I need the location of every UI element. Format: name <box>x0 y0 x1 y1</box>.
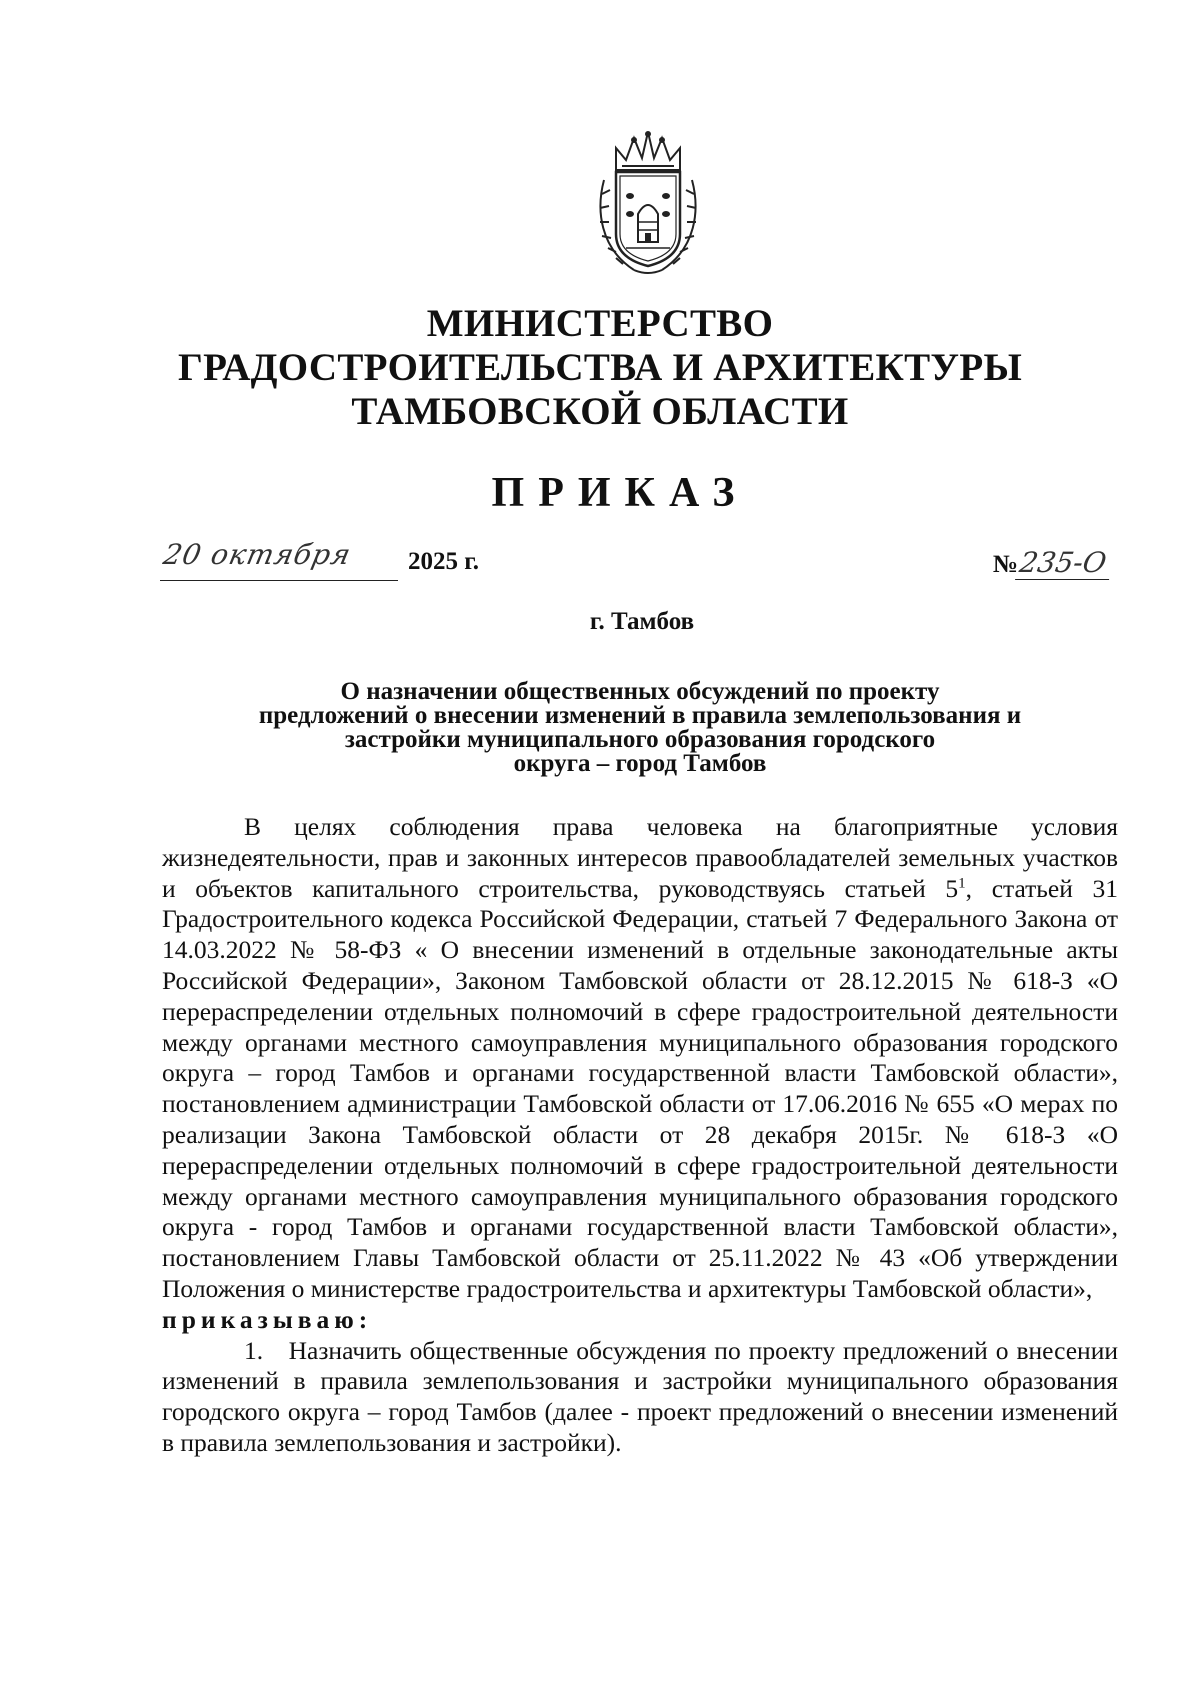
order-title: ПРИКАЗ <box>491 470 749 516</box>
preamble-text-part-1: В целях соблюдения права человека на благоприятные условия жизнедеятельности, прав и законных интересов правообладателей земельных участков и объектов капитального строительства, руководствуясь статьей 5 <box>162 812 1118 903</box>
ministry-line-2: ГРАДОСТРОИТЕЛЬСТВА И АРХИТЕКТУРЫ <box>177 346 1023 389</box>
order-body <box>162 812 1118 1459</box>
ministry-line-3: ТАМБОВСКОЙ ОБЛАСТИ <box>351 390 849 433</box>
preamble-paragraph <box>162 812 1118 1305</box>
handwritten-date: 20 октября <box>160 538 355 571</box>
date-year: 2025 г. <box>408 548 480 575</box>
order-word: приказываю: <box>162 1304 373 1334</box>
order-subject <box>160 680 1120 776</box>
article-superscript: 1 <box>958 875 966 892</box>
coat-of-arms-icon <box>594 130 702 278</box>
subject-line-4: округа – город Тамбов <box>513 750 767 777</box>
order-number <box>993 546 1112 580</box>
number-label: № <box>992 551 1018 578</box>
subject-line-1: О назначении общественных обсуждений по проекту <box>340 678 940 705</box>
handwritten-number: 235-О <box>1015 546 1115 580</box>
date-number-row <box>160 540 1140 590</box>
ministry-line-1: МИНИСТЕРСТВО <box>426 302 774 345</box>
subject-line-3: застройки муниципального образования городского <box>344 726 936 753</box>
city: г. Тамбов <box>589 608 695 635</box>
order-item-1: 1. Назначить общественные обсуждения по проекту предложений о внесении изменений в правила землепользования и застройки муниципального образования городского округа – город Тамбов (далее - проект предложений о внесении изменений в правила землепользования и застройки). <box>162 1335 1118 1457</box>
order-word-paragraph <box>162 1305 1118 1336</box>
preamble-text-part-2: , статьей 31 Градостроительного кодекса Российской Федерации, статьей 7 Федерального Закона от 14.03.2022 № 58-ФЗ « О внесении изменений в отдельные законодательные акты Российской Федерации», Законом Тамбовской области от 28.12.2015 № 618-З «О перераспределении отдельных полномочий в сфере градостроительной деятельности между органами местного самоуправления муниципального образования городского округа – город Тамбов и органами государственной власти Тамбовской области», постановлением администрации Тамбовской области от 17.06.2016 № 655 «О мерах по реализации Закона Тамбовской области от 28 декабря 2015г. № 618-З «О перераспределении отдельных полномочий в сфере градостроительной деятельности между органами местного самоуправления муниципального образования городского округа - город Тамбов и органами государственной власти Тамбовской области», постановлением Главы Тамбовской области от 25.11.2022 № 43 «Об утверждении Положения о министерстве градостроительства и архитектуры Тамбовской области», <box>162 873 1119 1303</box>
subject-line-2: предложений о внесении изменений в правила землепользования и <box>258 702 1022 729</box>
ministry-name <box>0 302 1200 434</box>
date-field <box>160 540 398 581</box>
